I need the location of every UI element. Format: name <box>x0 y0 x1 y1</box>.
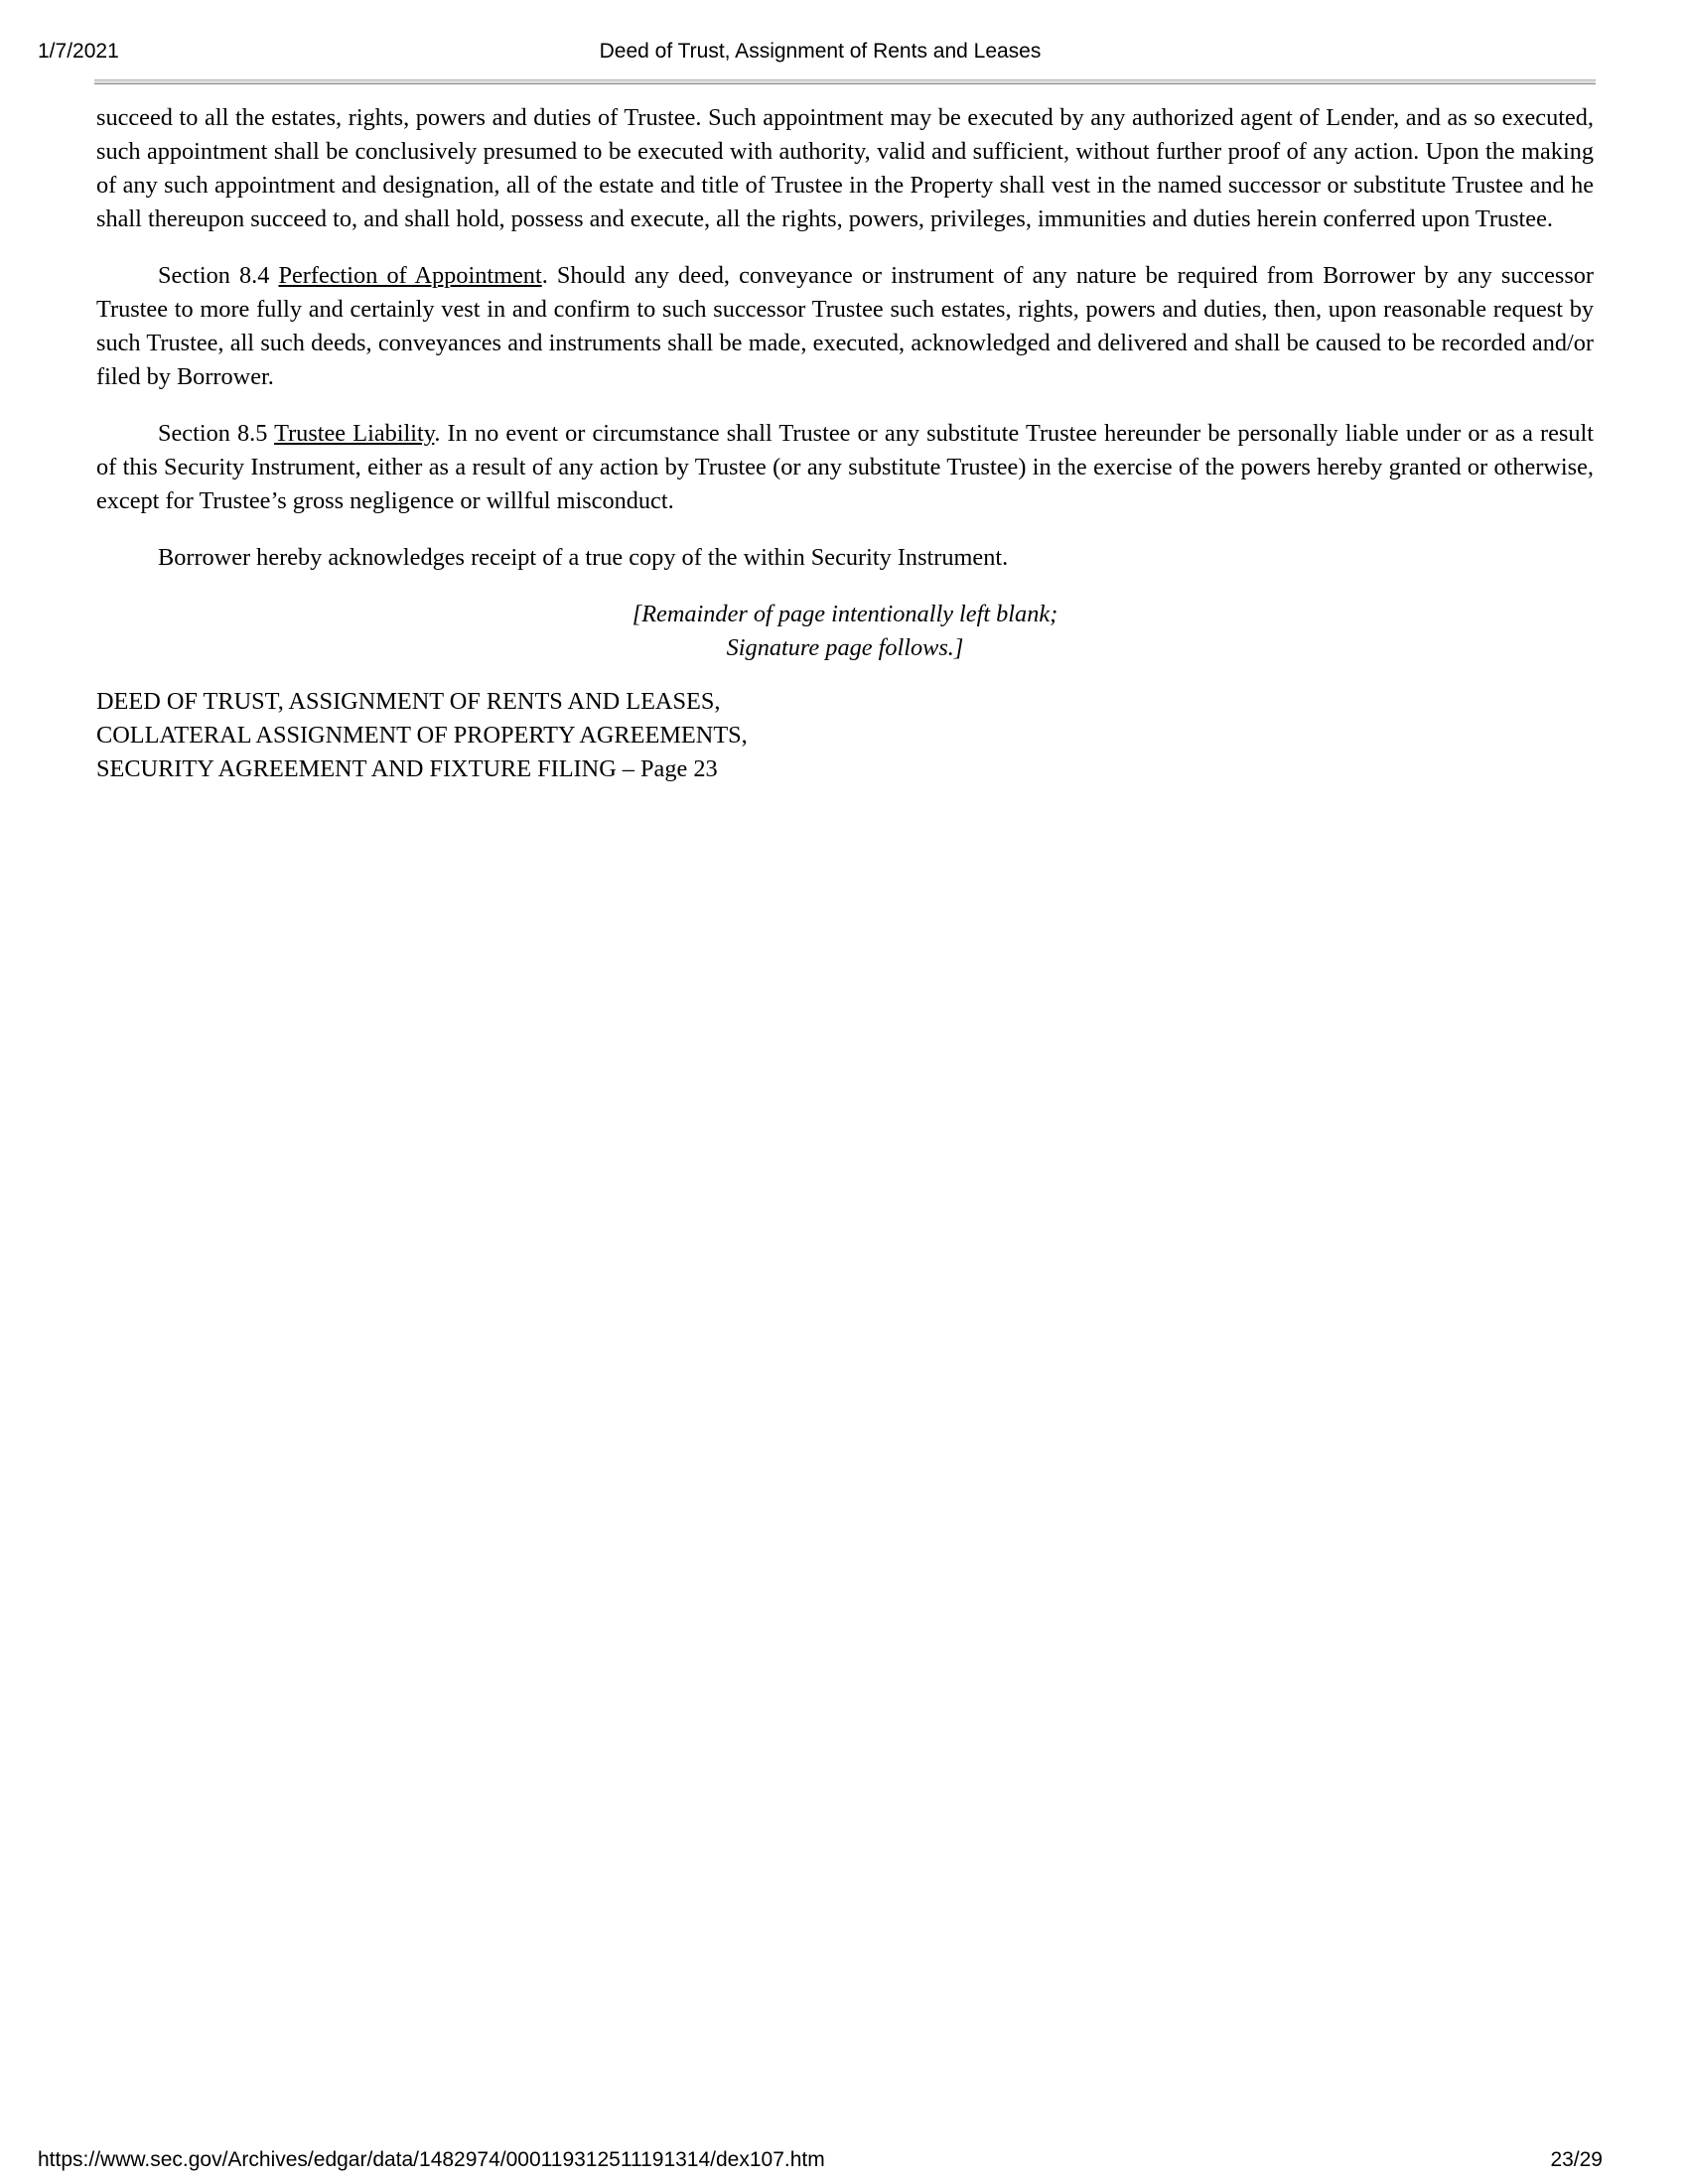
remainder-line-2: Signature page follows.] <box>726 634 964 661</box>
print-footer <box>38 2148 1603 2176</box>
section-8-5-heading: Trustee Liability <box>274 420 435 447</box>
caption-line-3: SECURITY AGREEMENT AND FIXTURE FILING – Page 23 <box>96 755 718 782</box>
page-number: 23/29 <box>1550 2148 1603 2171</box>
remainder-note <box>96 598 1594 665</box>
section-8-4 <box>96 259 1594 394</box>
section-8-5-text: . In no event or circumstance shall Trustee or any substitute Trustee hereunder be personally liable under or as a result of this Security Instrument, either as a result of any action by Trustee (or any substitute Trustee) in the exercise of the powers hereby granted or otherwise, except for Trustee’s gross negligence or willful misconduct. <box>96 420 1595 514</box>
print-date: 1/7/2021 <box>38 40 119 63</box>
section-8-4-heading: Perfection of Appointment <box>278 262 542 289</box>
document-body <box>96 101 1594 809</box>
print-title: Deed of Trust, Assignment of Rents and Leases <box>599 40 1042 63</box>
section-8-5 <box>96 417 1594 518</box>
header-divider <box>94 79 1596 84</box>
document-caption <box>96 685 1594 786</box>
section-8-4-number: Section 8.4 <box>158 262 270 289</box>
section-8-4-text: . Should any deed, conveyance or instrument of any nature be required from Borrower by any successor Trustee to more fully and certainly vest in and confirm to such successor Trustee such estates, rights, powers and duties, then, upon reasonable request by such Trustee, all such deeds, conveyances and instruments shall be made, executed, acknowledged and delivered and shall be caused to be recorded and/or filed by Borrower. <box>96 262 1595 390</box>
print-header <box>38 40 1603 69</box>
acknowledgment-paragraph: Borrower hereby acknowledges receipt of a true copy of the within Security Instrument. <box>158 544 1009 571</box>
caption-line-2: COLLATERAL ASSIGNMENT OF PROPERTY AGREEMENTS, <box>96 722 748 749</box>
remainder-line-1: [Remainder of page intentionally left blank; <box>632 601 1058 627</box>
paragraph-continuation: succeed to all the estates, rights, powers and duties of Trustee. Such appointment may be executed by any authorized agent of Lender, and as so executed, such appointment shall be conclusively presumed to be executed with authority, valid and sufficient, without further proof of any action. Upon the making of any such appointment and designation, all of the estate and title of Trustee in the Property shall vest in the named successor or substitute Trustee and he shall thereupon succeed to, and shall hold, possess and execute, all the rights, powers, privileges, immunities and duties herein conferred upon Trustee. <box>96 104 1594 232</box>
source-url: https://www.sec.gov/Archives/edgar/data/1482974/000119312511191314/dex107.htm <box>38 2148 825 2171</box>
caption-line-1: DEED OF TRUST, ASSIGNMENT OF RENTS AND LEASES, <box>96 688 721 715</box>
section-8-5-number: Section 8.5 <box>158 420 268 447</box>
